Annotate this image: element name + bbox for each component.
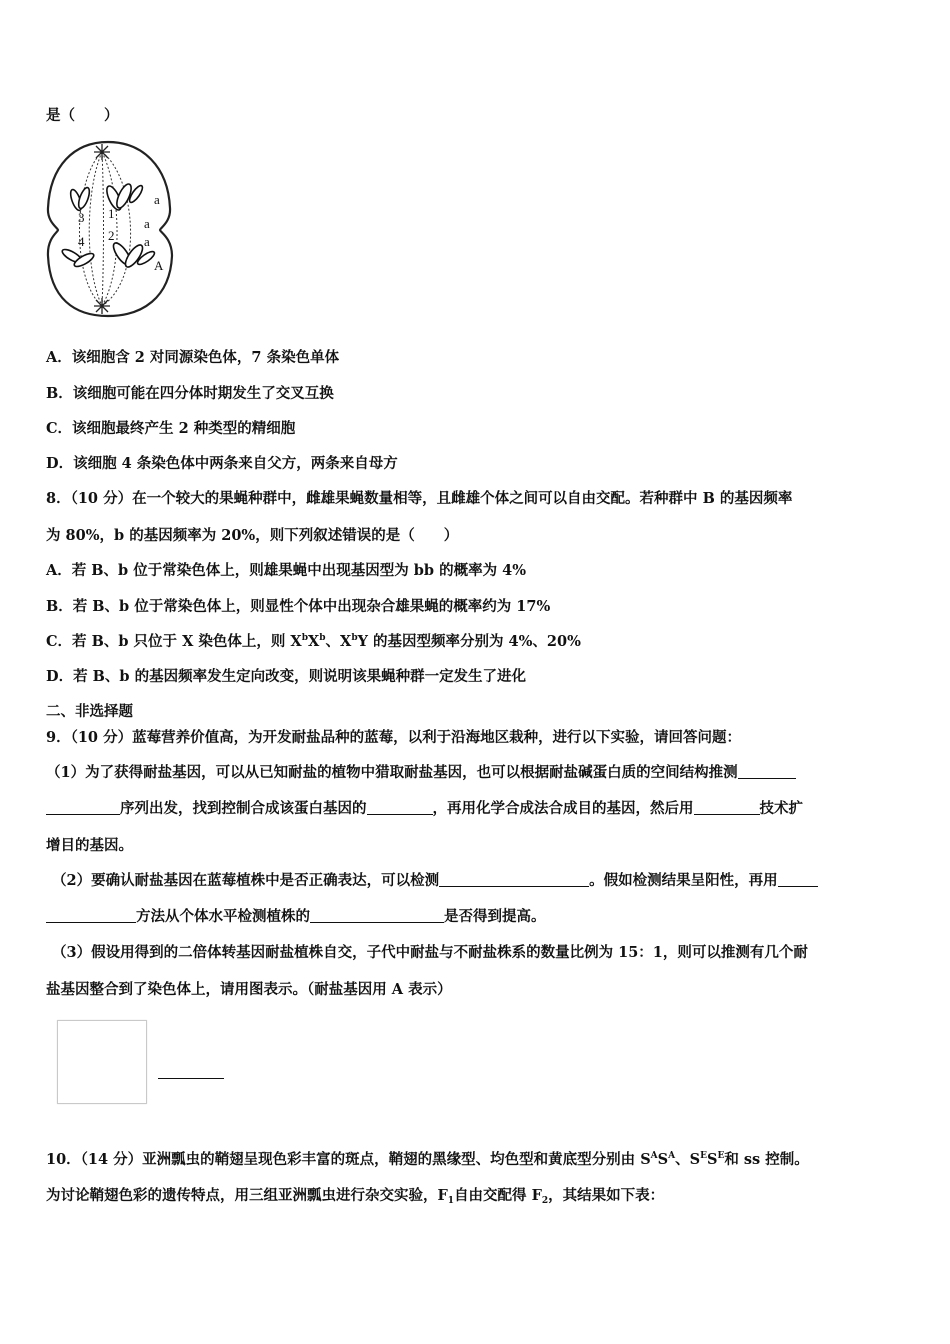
- answer-blank[interactable]: [738, 764, 796, 779]
- q10-stem-line1: 10．（14 分）亚洲瓢虫的鞘翅呈现色彩丰富的斑点，鞘翅的黑缘型、均色型和黄底型分别由 $S^AS^A$、$S^ES^E$和 ss 控制。: [46, 1151, 809, 1168]
- label-a-3: a: [144, 234, 150, 249]
- cell-division-figure: [44, 138, 184, 320]
- q8-option-a: A．若 B、b 位于常染色体上，则雄果蝇中出现基因型为 bb 的概率为 4%: [46, 562, 527, 579]
- label-4: 4: [78, 234, 85, 249]
- q8-stem-line2: 为 80%，b 的基因频率为 20%，则下列叙述错误的是（ ）: [46, 527, 459, 544]
- answer-blank[interactable]: [46, 800, 120, 815]
- q9-part2-line2: 方法从个体水平检测植株的 是否得到提高。: [46, 905, 546, 926]
- label-1: 1: [108, 206, 115, 221]
- q7-option-a: A．该细胞含 2 对同源染色体，7 条染色单体: [46, 349, 340, 366]
- q8-option-d: D．若 B、b 的基因频率发生定向改变，则说明该果蝇种群一定发生了进化: [46, 668, 527, 685]
- answer-blank[interactable]: [310, 908, 444, 923]
- answer-blank[interactable]: [46, 908, 136, 923]
- q8-stem-line1: 8．（10 分）在一个较大的果蝇种群中，雌雄果蝇数量相等，且雌雄个体之间可以自由交配。若种群中 B 的基因频率: [46, 490, 793, 507]
- q9-part3-line2: 盐基因整合到了染色体上，请用图表示。（耐盐基因用 A 表示）: [46, 981, 452, 998]
- answer-drawing-box[interactable]: [57, 1020, 147, 1104]
- q9-intro: 9．（10 分）蓝莓营养价值高，为开发耐盐品种的蓝莓，以利于沿海地区栽种，进行以下实验，请回答问题：: [46, 729, 742, 746]
- label-a-1: a: [154, 192, 160, 207]
- q9-part1-line3: 增目的基因。: [46, 837, 133, 854]
- q9-part2-line1: （2）要确认耐盐基因在蓝莓植株中是否正确表达，可以检测 。假如检测结果呈阳性，再用: [52, 869, 818, 890]
- q9-part1-line2: 序列出发，找到控制合成该蛋白基因的 ，再用化学合成法合成目的基因，然后用 技术扩: [46, 797, 803, 818]
- label-A: A: [154, 258, 164, 273]
- section-heading: 二、非选择题: [46, 703, 133, 720]
- answer-blank[interactable]: [439, 872, 589, 887]
- q9-part3-line1: （3）假设用得到的二倍体转基因耐盐植株自交，子代中耐盐与不耐盐株系的数量比例为 15：1，则可以推测有几个耐: [52, 944, 808, 961]
- q7-option-b: B．该细胞可能在四分体时期发生了交叉互换: [46, 385, 334, 402]
- answer-blank[interactable]: [694, 800, 760, 815]
- answer-blank[interactable]: [778, 872, 818, 887]
- label-a-2: a: [144, 216, 150, 231]
- q8-option-b: B．若 B、b 位于常染色体上，则显性个体中出现杂合雄果蝇的概率约为 17%: [46, 598, 551, 615]
- label-2: 2: [108, 228, 115, 243]
- label-3: 3: [78, 210, 85, 225]
- q8-option-c: C．若 B、b 只位于 X 染色体上，则 $X^bX^b$、$X^bY$ 的基因型频率分别为 4%、20%: [46, 633, 581, 650]
- q9-part1-line1: （1）为了获得耐盐基因，可以从已知耐盐的植物中猎取耐盐基因，也可以根据耐盐碱蛋白质的空间结构推测: [46, 761, 796, 782]
- q7-stem-tail: 是（ ）: [46, 107, 119, 124]
- q7-option-c: C．该细胞最终产生 2 种类型的精细胞: [46, 420, 296, 437]
- q7-option-d: D．该细胞 4 条染色体中两条来自父方，两条来自母方: [46, 455, 398, 472]
- answer-blank[interactable]: [158, 1064, 224, 1079]
- q10-stem-line2: 为讨论鞘翅色彩的遗传特点，用三组亚洲瓢虫进行杂交实验，$F_1$自由交配得 $F_2$，其结果如下表：: [46, 1187, 665, 1206]
- answer-blank[interactable]: [367, 800, 433, 815]
